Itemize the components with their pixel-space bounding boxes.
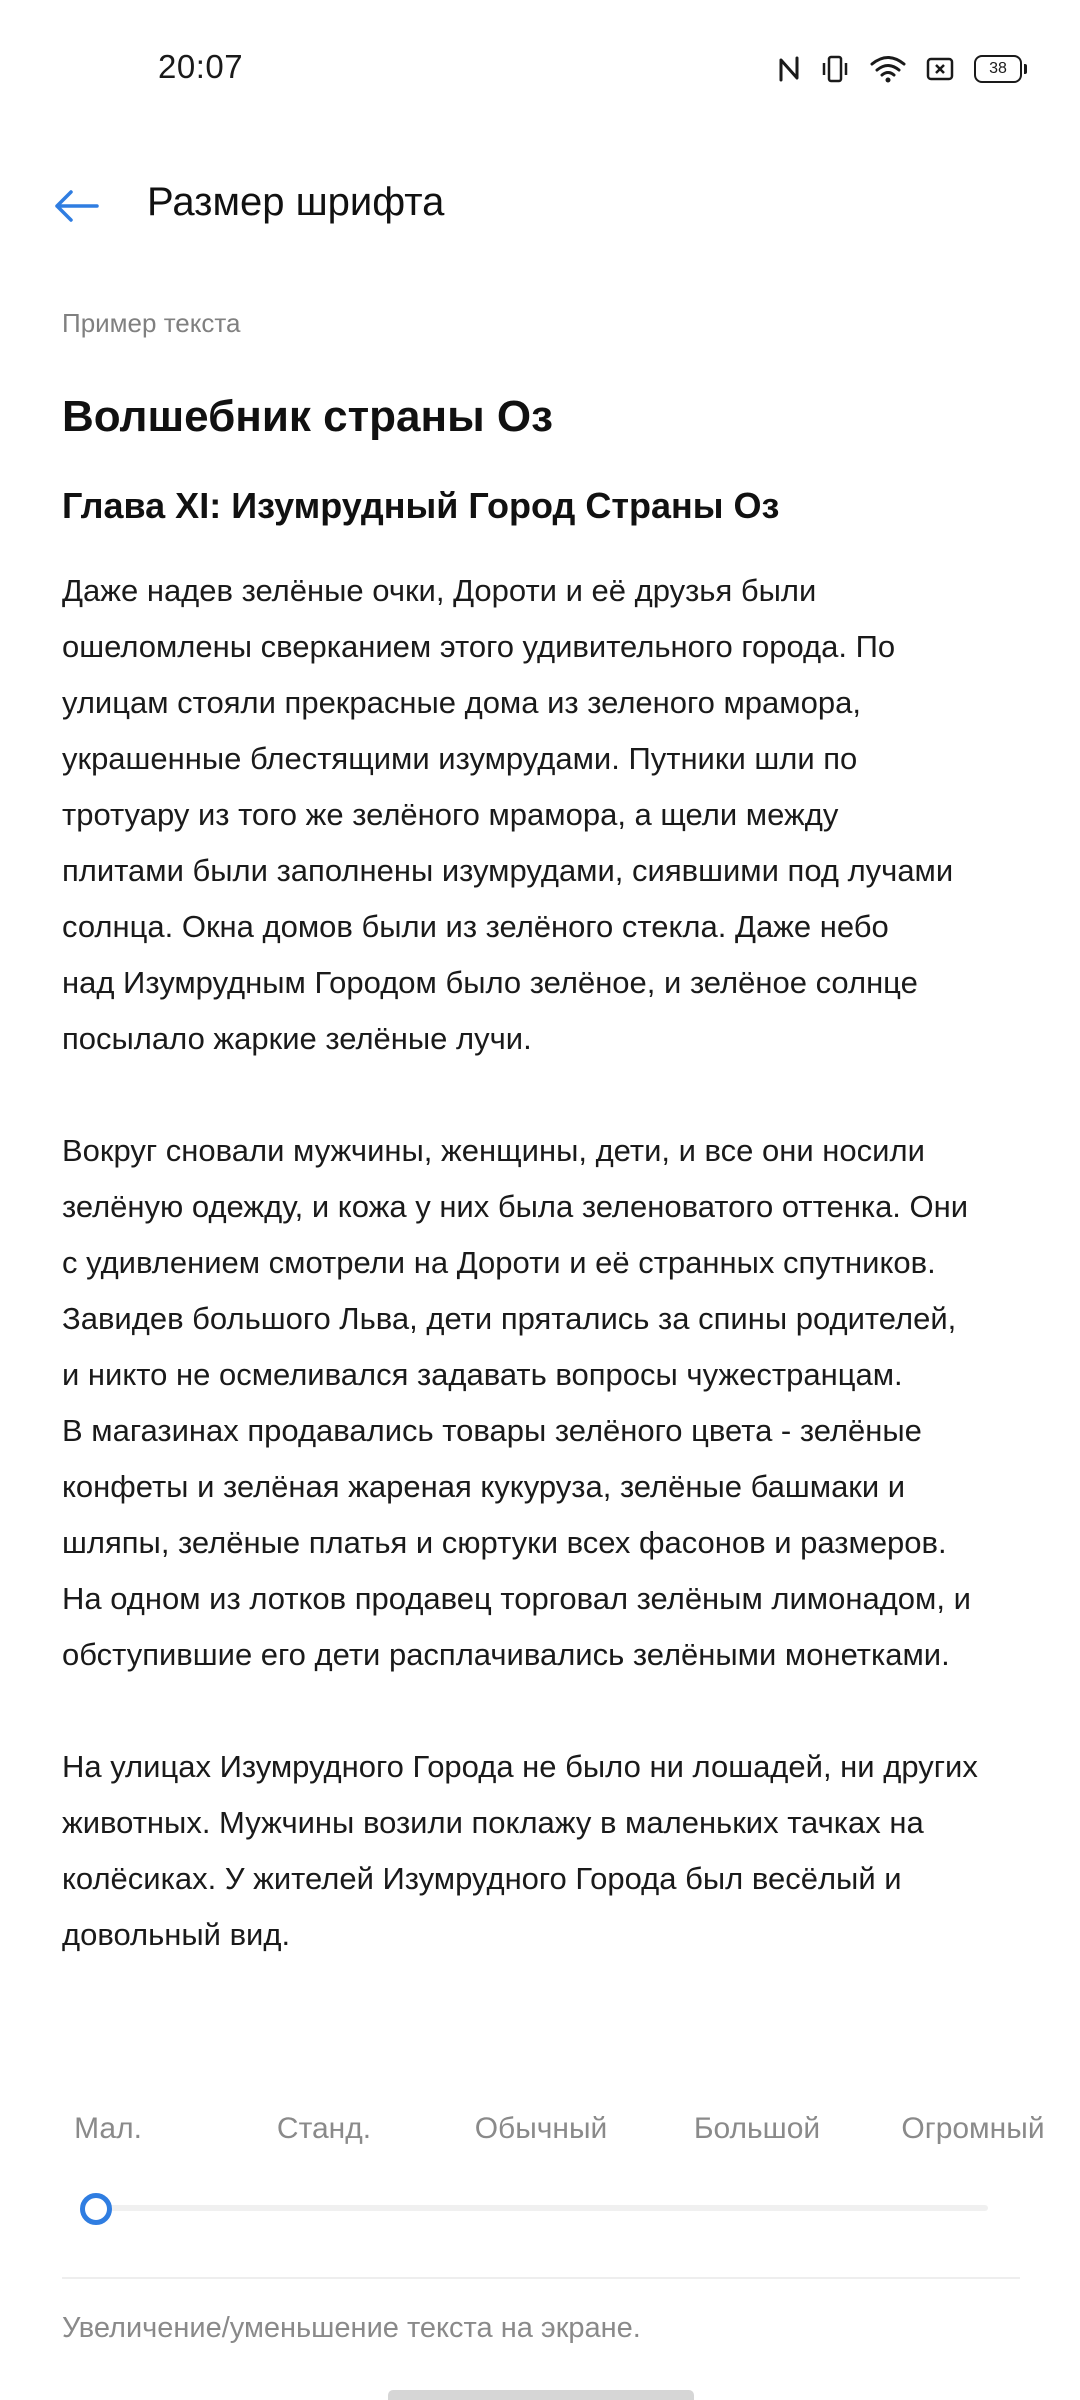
header — [0, 160, 1080, 250]
preview-paragraph: На улицах Изумрудного Города не было ни лошадей, ни других животных. Мужчины возили поклажу в маленьких тачках на колёсиках. У жителей Изумрудного Города был весёлый и довольный вид. — [62, 1748, 978, 1952]
wifi-icon — [870, 54, 906, 84]
vibrate-icon — [820, 54, 850, 84]
preview-section — [62, 308, 1022, 2019]
size-option-normal[interactable]: Обычный — [474, 2112, 608, 2145]
size-option-standard[interactable]: Станд. — [276, 2112, 372, 2145]
page-title: Размер шрифта — [147, 180, 445, 224]
preview-paragraphs — [62, 563, 1022, 1963]
battery-icon: 38 — [974, 55, 1022, 83]
book-title: Волшебник страны Оз — [62, 392, 553, 441]
sim-card-icon — [926, 56, 954, 82]
nfc-icon — [778, 54, 800, 84]
status-bar — [0, 0, 1080, 140]
preview-label: Пример текста — [62, 308, 241, 338]
font-size-slider-thumb[interactable] — [80, 2193, 112, 2225]
divider — [62, 2277, 1020, 2279]
size-option-small[interactable]: Мал. — [74, 2112, 142, 2145]
size-option-huge[interactable]: Огромный — [901, 2112, 1045, 2145]
status-icons — [778, 52, 1022, 86]
font-size-hint: Увеличение/уменьшение текста на экране. — [62, 2312, 641, 2344]
font-size-slider-track[interactable] — [96, 2205, 988, 2211]
home-indicator[interactable] — [388, 2390, 694, 2400]
preview-paragraph: Вокруг сновали мужчины, женщины, дети, и все они носили зелёную одежду, и кожа у них была зеленоватого оттенка. Они с удивлением смотрели на Дороти и её странных спутников. Завидев большого Льва, дети прятались за спины родителей, и никто не осмеливался задавать вопросы чужестранцам. В магазинах продавались товары зелёного цвета - зелёные конфеты и зелёная жареная кукуруза, зелёные башмаки и шляпы, зелёные платья и сюртуки всех фасонов и размеров. На одном из лотков продавец торговал зелёным лимонадом, и обступившие его дети расплачивались зелёными монетками. — [62, 1132, 971, 1672]
chapter-title: Глава XI: Изумрудный Город Страны Оз — [62, 484, 780, 526]
arrow-left-icon — [53, 188, 99, 224]
preview-paragraph: Даже надев зелёные очки, Дороти и её друзья были ошеломлены сверканием этого удивительного города. По улицам стояли прекрасные дома из зеленого мрамора, украшенные блестящими изумрудами. Путники шли по тротуару из того же зелёного мрамора, а щели между плитами были заполнены изумрудами, сиявшими под лучами солнца. Окна домов были из зелёного стекла. Даже небо над Изумрудным Городом было зелёное, и зелёное солнце посылало жаркие зелёные лучи. — [62, 572, 954, 1056]
font-size-options — [0, 2112, 1080, 2162]
status-time: 20:07 — [158, 48, 244, 85]
size-option-large[interactable]: Большой — [693, 2112, 821, 2145]
back-button[interactable] — [44, 174, 108, 238]
